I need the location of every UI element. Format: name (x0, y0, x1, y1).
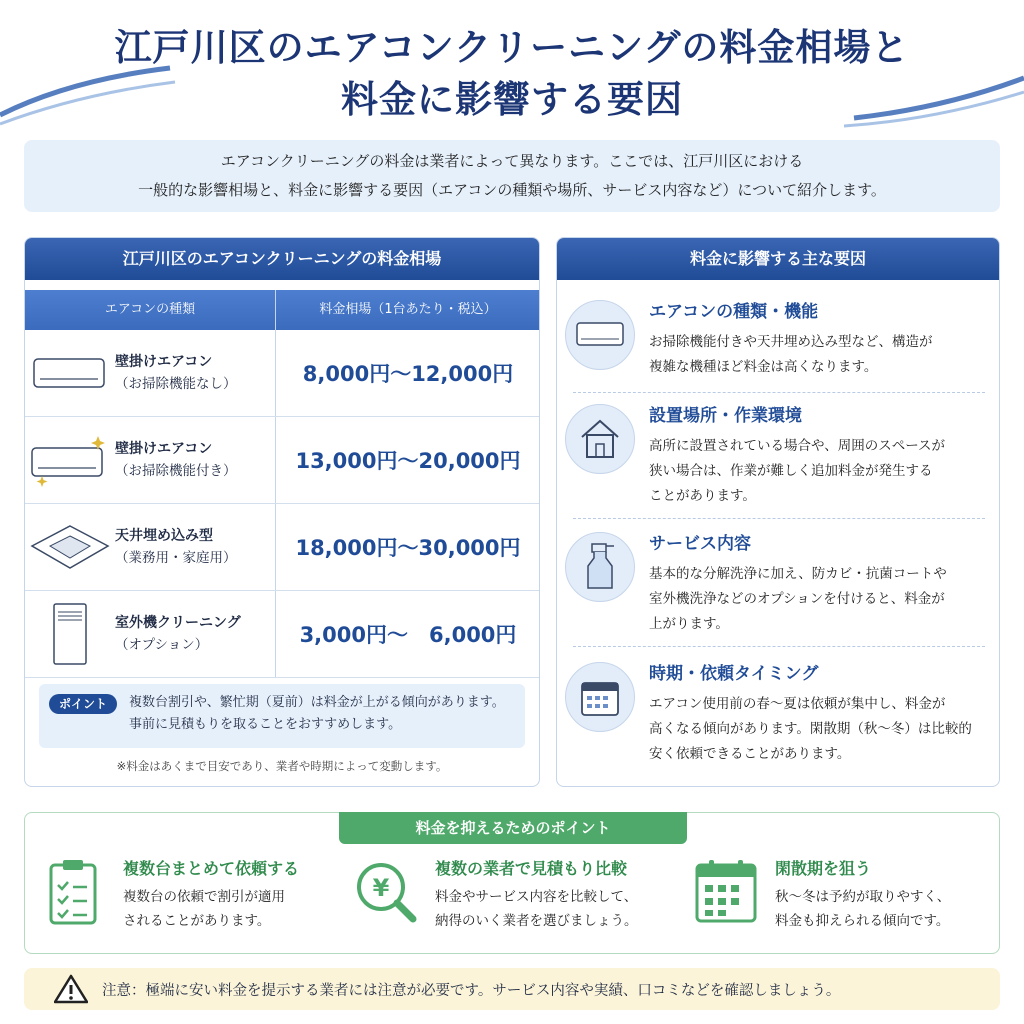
factor-title: エアコンの種類・機能 (649, 302, 819, 322)
row-name: 壁掛けエアコン (115, 354, 213, 370)
ceiling-cassette-icon (25, 522, 115, 572)
factor-desc (649, 562, 989, 637)
factor-desc-line: 複雑な機種ほど料金は高くなります。 (649, 359, 878, 375)
title-line-2: 料金に影響する要因 (341, 78, 683, 121)
point-line-1: 複数台割引や、繁忙期（夏前）は料金が上がる傾向があります。 (129, 695, 505, 710)
tip-desc-line: 料金も抑えられる傾向です。 (775, 913, 950, 929)
tip-desc-line: されることがあります。 (123, 913, 271, 929)
tips-heading: 料金を抑えるためのポイント (339, 812, 687, 844)
factor-item (557, 300, 1000, 380)
divider (573, 392, 985, 393)
house-icon (565, 404, 635, 474)
intro-box (24, 140, 1000, 212)
table-row (25, 504, 540, 591)
divider (573, 646, 985, 647)
point-tag: ポイント (49, 694, 117, 714)
factors-panel (556, 237, 1000, 787)
row-name: 天井埋め込み型 (115, 528, 213, 544)
point-box (39, 684, 525, 748)
row-price: 8,000円～12,000円 (302, 362, 514, 386)
tip-desc-line: 納得のいく業者を選びましょう。 (435, 913, 638, 929)
tip-desc-line: 料金やサービス内容を比較して、 (435, 889, 638, 905)
row-sub: （お掃除機能なし） (115, 376, 237, 392)
calendar-icon (565, 662, 635, 732)
row-name: 壁掛けエアコン (115, 441, 213, 457)
tip-item (45, 857, 299, 933)
row-sub: （業務用・家庭用） (115, 550, 237, 566)
factor-item (557, 662, 1000, 767)
price-note: ※料金はあくまで目安であり、業者や時期によって変動します。 (116, 759, 448, 773)
factor-desc (649, 330, 989, 380)
page-title (0, 22, 1024, 126)
intro-line-2: 一般的な影響相場と、料金に影響する要因（エアコンの種類や場所、サービス内容など）について紹介します。 (138, 181, 886, 199)
intro-line-1: エアコンクリーニングの料金は業者によって異なります。ここでは、江戸川区における (220, 152, 804, 170)
factor-desc-line: 基本的な分解洗浄に加え、防カビ・抗菌コートや (649, 566, 947, 582)
factor-title: 設置場所・作業環境 (649, 406, 802, 426)
wall-ac-sparkle-icon (25, 432, 115, 488)
tip-title: 閑散期を狙う (775, 859, 872, 878)
price-table (25, 290, 540, 678)
tip-desc (435, 885, 638, 933)
factor-desc-line: 安く依頼できることがあります。 (649, 746, 851, 762)
caution-text: 注意：極端に安い料金を提示する業者には注意が必要です。サービス内容や実績、口コミなどを確認しましょう。 (102, 982, 841, 999)
factor-desc-line: 室外機洗浄などのオプションを付けると、料金が (649, 591, 945, 607)
divider (573, 518, 985, 519)
factor-desc-line: 高くなる傾向があります。閑散期（秋～冬）は比較的 (649, 721, 972, 737)
tips-box (24, 812, 1000, 954)
factor-desc (649, 692, 989, 767)
factor-desc-line: お掃除機能付きや天井埋め込み型など、構造が (649, 334, 933, 350)
column-header-price: 料金相場（1台あたり・税込） (319, 302, 497, 317)
air-conditioner-icon (565, 300, 635, 370)
factor-item (557, 532, 1000, 637)
tip-title: 複数の業者で見積もり比較 (435, 859, 628, 878)
row-name: 室外機クリーニング (115, 615, 241, 631)
column-header-type: エアコンの種類 (25, 290, 276, 330)
checklist-icon (45, 857, 105, 933)
factors-panel-heading: 料金に影響する主な要因 (557, 238, 999, 280)
tip-desc-line: 秋～冬は予約が取りやすく、 (775, 889, 951, 905)
caution-bar (24, 968, 1000, 1010)
factor-item (557, 404, 1000, 509)
factor-desc-line: 高所に設置されている場合や、周囲のスペースが (649, 438, 946, 454)
factor-desc-line: 狭い場合は、作業が難しく追加料金が発生する (649, 463, 933, 479)
tip-desc (123, 885, 299, 933)
factor-desc-line: 上がります。 (649, 616, 729, 632)
factor-desc-line: エアコン使用前の春～夏は依頼が集中し、料金が (649, 696, 946, 712)
factor-title: 時期・依頼タイミング (649, 664, 819, 684)
tip-title: 複数台まとめて依頼する (123, 859, 300, 878)
factor-title: サービス内容 (649, 534, 751, 554)
price-panel-heading: 江戸川区のエアコンクリーニングの料金相場 (25, 238, 539, 280)
price-table-header (25, 290, 540, 330)
wall-ac-icon (25, 353, 115, 393)
row-price: 3,000円～ 6,000円 (299, 623, 517, 647)
point-line-2: 事前に見積もりを取ることをおすすめします。 (129, 717, 402, 732)
outdoor-unit-icon (25, 602, 115, 666)
warning-icon (54, 974, 88, 1004)
calendar-icon (693, 857, 759, 933)
row-sub: （お掃除機能付き） (115, 463, 237, 479)
factor-desc-line: ことがあります。 (649, 488, 756, 504)
table-row (25, 591, 540, 678)
tip-desc-line: 複数台の依頼で割引が適用 (123, 889, 285, 905)
svg-text:¥: ¥ (372, 874, 390, 902)
yen-search-icon (353, 857, 419, 933)
spray-bottle-icon (565, 532, 635, 602)
row-price: 13,000円～20,000円 (295, 449, 521, 473)
title-line-1: 江戸川区のエアコンクリーニングの料金相場と (114, 26, 910, 69)
price-panel (24, 237, 540, 787)
table-row (25, 417, 540, 504)
table-row (25, 330, 540, 417)
factor-desc (649, 434, 989, 509)
tip-desc (775, 885, 950, 933)
tip-item (353, 857, 638, 933)
tip-item (693, 857, 950, 933)
row-sub: （オプション） (115, 637, 209, 653)
row-price: 18,000円～30,000円 (295, 536, 521, 560)
